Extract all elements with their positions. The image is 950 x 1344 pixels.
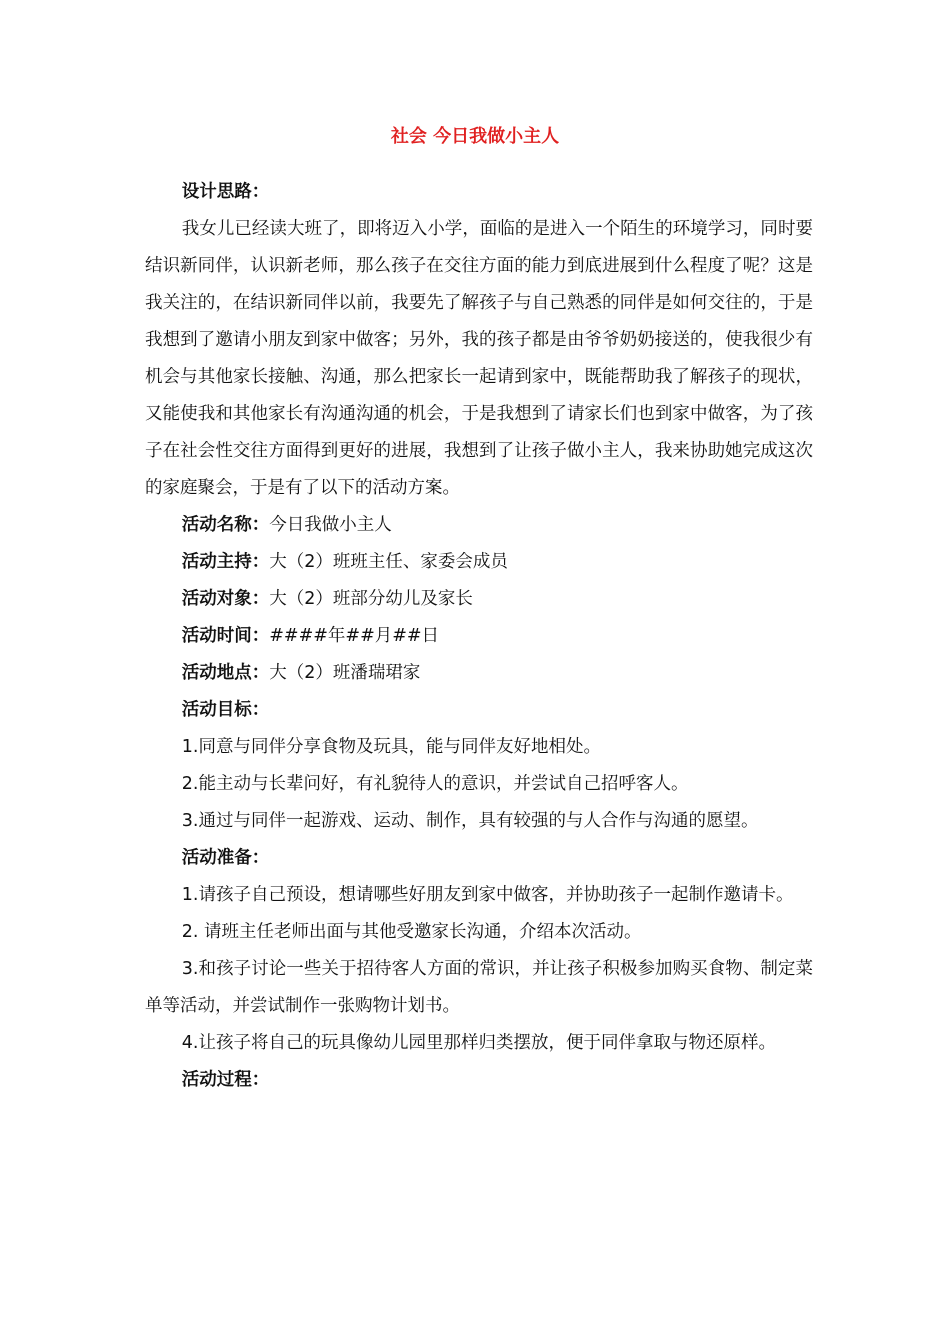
info-row-name <box>145 507 813 544</box>
info-value: 今日我做小主人 <box>269 515 392 535</box>
info-row-audience <box>145 581 813 618</box>
prep-heading: 活动准备： <box>181 848 270 868</box>
info-value: ####年##月##日 <box>269 626 440 646</box>
goal-item: 2.能主动与长辈问好，有礼貌待人的意识，并尝试自己招呼客人。 <box>181 774 689 794</box>
document-body <box>145 174 813 1099</box>
info-label: 活动名称： <box>181 515 270 535</box>
design-heading: 设计思路： <box>181 182 270 202</box>
info-row-place <box>145 655 813 692</box>
info-label: 活动时间： <box>181 626 270 646</box>
info-label: 活动地点： <box>181 663 270 683</box>
goals-heading: 活动目标： <box>181 700 270 720</box>
info-row-host <box>145 544 813 581</box>
prep-item: 3.和孩子讨论一些关于招待客人方面的常识，并让孩子积极参加购买食物、制定菜单等活动，并尝试制作一张购物计划书。 <box>145 959 813 1016</box>
prep-item: 1.请孩子自己预设，想请哪些好朋友到家中做客，并协助孩子一起制作邀请卡。 <box>181 885 794 905</box>
document-title: 社会 今日我做小主人 <box>390 126 560 147</box>
goal-item: 3.通过与同伴一起游戏、运动、制作，具有较强的与人合作与沟通的愿望。 <box>181 811 759 831</box>
goal-item: 1.同意与同伴分享食物及玩具，能与同伴友好地相处。 <box>181 737 601 757</box>
prep-item: 2. 请班主任老师出面与其他受邀家长沟通，介绍本次活动。 <box>181 922 642 942</box>
info-label: 活动对象： <box>181 589 270 609</box>
design-paragraph: 我女儿已经读大班了，即将迈入小学，面临的是进入一个陌生的环境学习，同时要结识新同伴，认识新老师，那么孩子在交往方面的能力到底进展到什么程度了呢？这是我关注的，在结识新同伴以前，我要先了解孩子与自己熟悉的同伴是如何交往的，于是我想到了邀请小朋友到家中做客；另外，我的孩子都是由爷爷奶奶接送的，使我很少有机会与其他家长接触、沟通，那么把家长一起请到家中，既能帮助我了解孩子的现状，又能使我和其他家长有沟通沟通的机会，于是我想到了请家长们也到家中做客，为了孩子在社会性交往方面得到更好的进展，我想到了让孩子做小主人，我来协助她完成这次的家庭聚会，于是有了以下的活动方案。 <box>145 219 813 498</box>
info-value: 大（2）班潘瑞珺家 <box>269 663 421 683</box>
info-value: 大（2）班班主任、家委会成员 <box>269 552 508 572</box>
info-row-time <box>145 618 813 655</box>
info-value: 大（2）班部分幼儿及家长 <box>269 589 473 609</box>
info-label: 活动主持： <box>181 552 270 572</box>
prep-item: 4.让孩子将自己的玩具像幼儿园里那样归类摆放，便于同伴拿取与物还原样。 <box>181 1033 776 1053</box>
process-heading: 活动过程： <box>181 1070 270 1090</box>
